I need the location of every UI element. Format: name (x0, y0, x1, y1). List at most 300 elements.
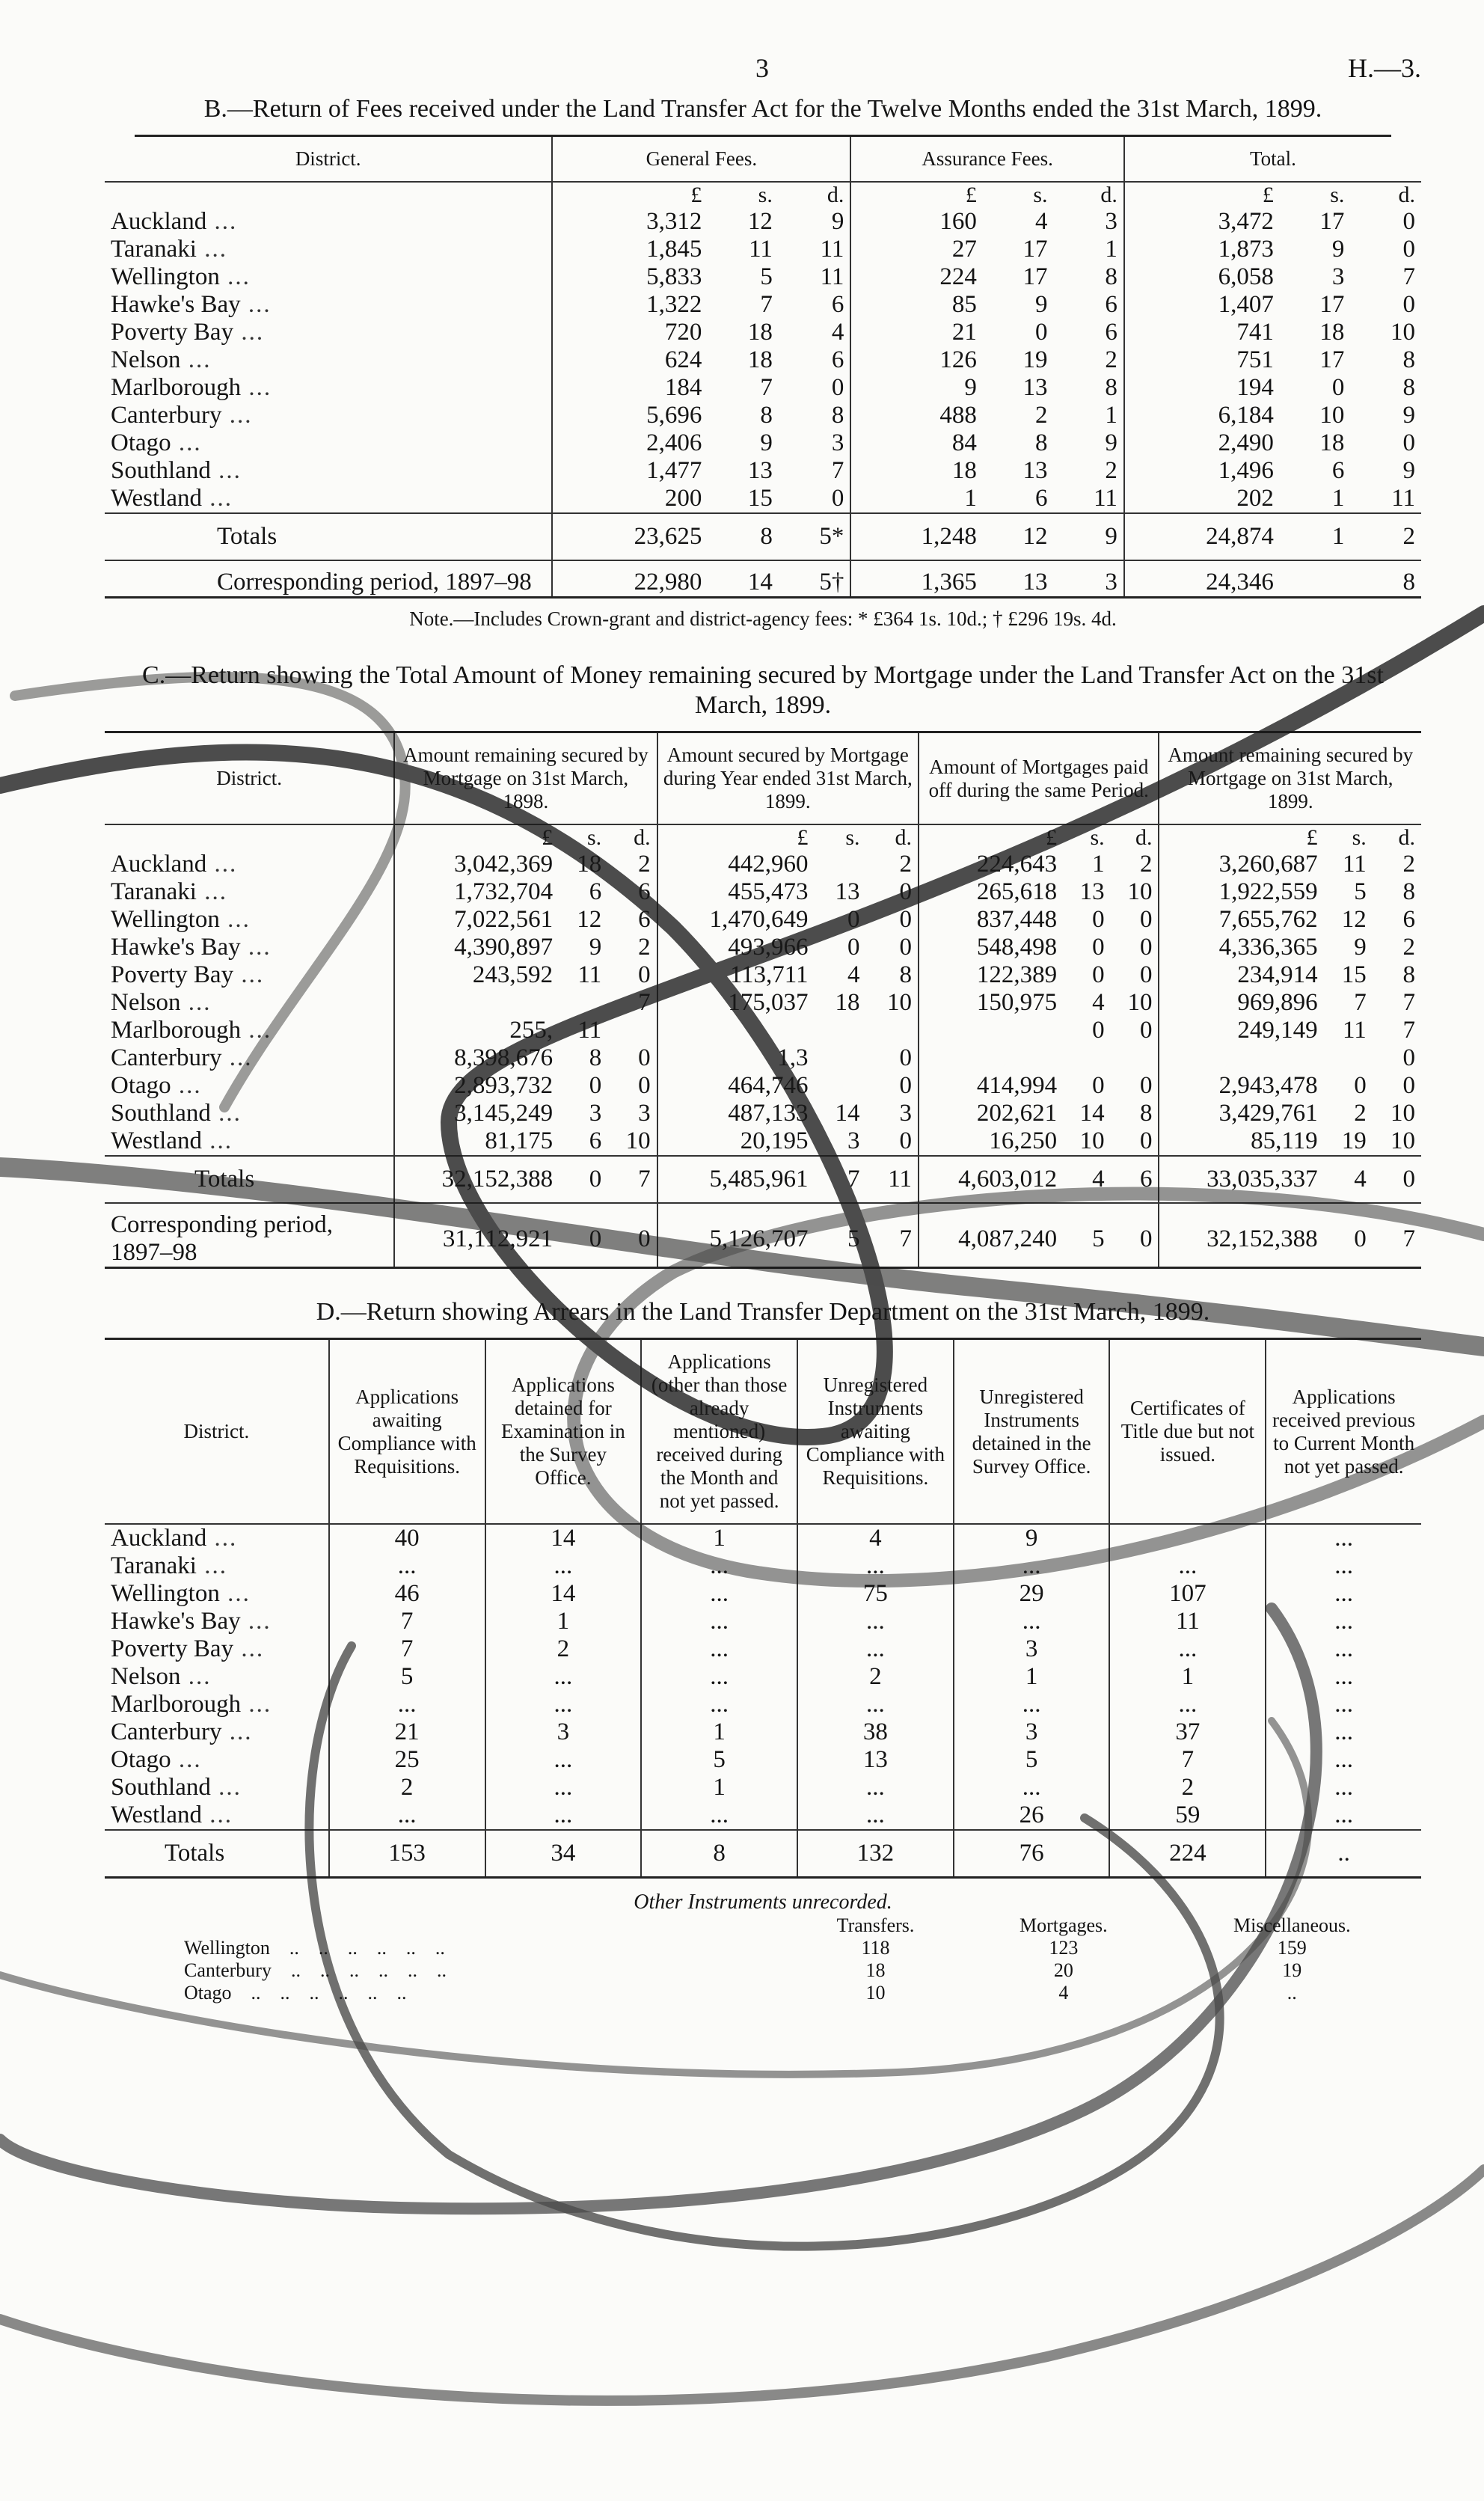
table-cell: 5,485,961 (657, 1156, 815, 1203)
table-cell: 8 (1139, 1100, 1153, 1127)
table-cell: 0 (1035, 319, 1048, 346)
table-cell: 3 (1054, 560, 1124, 598)
table-row (105, 319, 1421, 346)
table-cell: 0 (1139, 934, 1153, 961)
leader-dots: ... (219, 263, 251, 290)
table-cell: 0 (1139, 906, 1153, 933)
table-cell: 4 (1324, 1156, 1373, 1203)
table-cell: 5* (779, 513, 850, 560)
district-name: Hawke's Bay (111, 291, 241, 318)
leader-dots: .. .. .. .. .. .. (271, 1959, 447, 1981)
district-cell (105, 457, 552, 485)
district-cell (105, 1746, 329, 1774)
column-header: Unregistered Instruments awaiting Compliance with Requisitions. (797, 1339, 954, 1525)
table-cell: 1,922,559 (1159, 878, 1323, 906)
table-cell: 107 (1109, 1580, 1266, 1608)
district-cell (105, 1580, 329, 1608)
table-cell: 1,496 (1124, 457, 1280, 485)
table-row (105, 374, 1421, 402)
table-cell: ... (1266, 1635, 1421, 1663)
table-cell: 81,175 (394, 1127, 559, 1156)
district-cell (105, 878, 394, 906)
table-cell: 2 (1354, 1100, 1367, 1127)
table-cell: 6 (638, 906, 651, 933)
table-cell: 17 (1319, 346, 1345, 373)
table-cell: 40 (329, 1524, 485, 1552)
district-name: Auckland (111, 1525, 207, 1552)
unit-label: s. (587, 825, 602, 850)
table-cell: 7 (607, 1156, 657, 1203)
table-cell (607, 1017, 657, 1044)
leader-dots: .. .. .. .. .. .. (231, 1982, 407, 2003)
table-cell: 0 (1354, 1072, 1367, 1099)
table-cell: 8 (831, 402, 844, 429)
table-cell: 7 (831, 457, 844, 484)
unit-label: d. (1100, 183, 1117, 207)
table-cell: 0 (1092, 961, 1105, 988)
table-row (105, 1100, 1421, 1127)
document-reference: H.—3. (1348, 53, 1421, 83)
table-cell: 118 (861, 1937, 890, 1959)
table-cell: 175,037 (657, 989, 815, 1017)
table-cell: 34 (485, 1830, 642, 1878)
table-cell: 153 (329, 1830, 485, 1878)
district-name: Nelson (111, 346, 181, 373)
district-cell (180, 1959, 787, 1982)
table-cell: 13 (1022, 457, 1048, 484)
leader-dots: ... (196, 878, 227, 905)
unit-label: £ (1159, 824, 1323, 851)
table-cell: 8 (1035, 429, 1048, 456)
table-cell: 9 (1331, 236, 1345, 263)
table-cell: 11 (1391, 485, 1415, 512)
leader-dots: ... (241, 374, 272, 401)
table-cell: 0 (1373, 1156, 1421, 1203)
unit-label: £ (394, 824, 559, 851)
table-cell: 4,603,012 (919, 1156, 1063, 1203)
table-cell: 123 (1049, 1937, 1079, 1959)
table-cell: 37 (1109, 1718, 1266, 1746)
table-cell: 224,643 (919, 851, 1063, 878)
table-row (105, 1635, 1421, 1663)
district-cell (105, 291, 552, 319)
table-cell: ... (641, 1580, 797, 1608)
table-row (105, 934, 1421, 961)
unit-label: d. (1398, 183, 1415, 207)
leader-dots: ... (201, 1801, 233, 1828)
table-cell: 9 (850, 374, 982, 402)
table-cell: 2,490 (1124, 429, 1280, 457)
table-cell (866, 1017, 919, 1044)
table-cell: 3 (485, 1718, 642, 1746)
district-cell (105, 402, 552, 429)
district-name: Westland (111, 485, 202, 512)
table-cell: 8 (1402, 346, 1415, 373)
district-name: Wellington (111, 1580, 220, 1607)
unit-label: d. (827, 183, 844, 207)
table-cell: 2,943,478 (1159, 1072, 1323, 1100)
table-cell: 0 (831, 485, 844, 512)
table-cell: 1,470,649 (657, 906, 815, 934)
table-cell: 2 (329, 1774, 485, 1801)
table-cell: 10 (1391, 1100, 1415, 1127)
district-name: Poverty Bay (111, 961, 234, 988)
table-cell: 13 (835, 878, 860, 905)
table-cell: 3 (638, 1100, 651, 1127)
table-row (105, 1746, 1421, 1774)
district-cell (105, 961, 394, 989)
district-cell (105, 1524, 329, 1552)
table-cell: 5 (954, 1746, 1110, 1774)
table-cell: 0 (899, 1044, 912, 1071)
table-cell: 4 (1035, 208, 1048, 235)
column-header: Mortgages. (1019, 1914, 1108, 1936)
district-cell (105, 263, 552, 291)
table-cell: 8 (589, 1044, 602, 1071)
table-cell: 0 (1092, 1017, 1105, 1044)
table-cell: 11 (577, 961, 602, 988)
column-header: Applications received previous to Current Month not yet passed. (1266, 1339, 1421, 1525)
table-cell: 7 (1402, 263, 1415, 290)
table-cell: 2 (1105, 346, 1117, 373)
table-cell: 32,152,388 (394, 1156, 559, 1203)
table-cell: 4 (1092, 989, 1105, 1016)
table-cell: 6 (831, 346, 844, 373)
table-cell: 14 (708, 560, 779, 598)
table-cell: 548,498 (919, 934, 1063, 961)
unit-label: s. (845, 825, 860, 850)
table-cell: 10 (1079, 1127, 1105, 1154)
leader-dots: ... (180, 346, 212, 373)
table-cell: 5† (779, 560, 850, 598)
unit-label: £ (850, 182, 982, 208)
row-label: Corresponding period, 1897–98 (105, 1203, 394, 1268)
table-cell: 5 (1063, 1203, 1111, 1268)
table-row (105, 402, 1421, 429)
district-name: Canterbury (184, 1959, 272, 1981)
district-cell (105, 1100, 394, 1127)
leader-dots: ... (219, 906, 251, 933)
table-cell: ... (1266, 1580, 1421, 1608)
column-header: Assurance Fees. (850, 137, 1124, 182)
table-cell: 751 (1124, 346, 1280, 374)
table-cell: 0 (899, 1072, 912, 1099)
table-row (105, 1774, 1421, 1801)
table-cell: 0 (1331, 374, 1345, 401)
district-cell (105, 1127, 394, 1156)
table-cell: 9 (1354, 934, 1367, 961)
table-cell: 13 (747, 457, 773, 484)
district-name: Marlborough (111, 1691, 242, 1718)
table-cell: 24,874 (1124, 513, 1280, 560)
table-cell: 1 (850, 485, 982, 513)
table-cell: 184 (552, 374, 708, 402)
table-cell: 10 (625, 1127, 651, 1154)
table-cell: 265,618 (919, 878, 1063, 906)
unit-label: s. (1330, 183, 1345, 207)
table-cell: 1,407 (1124, 291, 1280, 319)
table-cell: 75 (797, 1580, 954, 1608)
table-cell: 1,322 (552, 291, 708, 319)
table-cell: 7 (866, 1203, 919, 1268)
table-cell: 1,845 (552, 236, 708, 263)
table-cell: 9 (1035, 291, 1048, 318)
table-row (105, 485, 1421, 513)
table-cell: 0 (1402, 236, 1415, 263)
district-cell (105, 1718, 329, 1746)
table-cell: 6 (1402, 906, 1415, 933)
column-header: Applications awaiting Compliance with Requisitions. (329, 1339, 485, 1525)
table-cell: 0 (847, 934, 860, 961)
table-cell: 4,336,365 (1159, 934, 1323, 961)
row-label: Totals (105, 513, 552, 560)
unit-label: s. (1033, 183, 1048, 207)
column-header: Certificates of Title due but not issued. (1109, 1339, 1266, 1525)
table-cell: 25 (329, 1746, 485, 1774)
table-cell: 0 (607, 1203, 657, 1268)
table-cell: 4 (1063, 1156, 1111, 1203)
district-name: Canterbury (111, 402, 222, 429)
table-b-title: B.—Return of Fees received under the Land Transfer Act for the Twelve Months ended the 31st March, 1899. (203, 95, 1322, 123)
table-cell: ... (797, 1801, 954, 1830)
table-cell: 455,473 (657, 878, 815, 906)
table-cell: ... (1266, 1524, 1421, 1552)
units-row (105, 824, 1421, 851)
leader-dots: ... (221, 1044, 253, 1071)
table-cell: ... (485, 1801, 642, 1830)
table-cell: 113,711 (657, 961, 815, 989)
table-d (105, 1338, 1421, 1879)
leader-dots: ... (201, 1127, 233, 1154)
district-cell (105, 429, 552, 457)
table-cell: 9 (1105, 429, 1117, 456)
table-cell: 17 (1022, 236, 1048, 263)
table-cell: .. (1266, 1830, 1421, 1878)
table-cell: 3 (831, 429, 844, 456)
table-cell: 8 (760, 402, 773, 429)
district-cell (105, 1552, 329, 1580)
table-cell: 3 (954, 1718, 1110, 1746)
table-cell: 84 (850, 429, 982, 457)
table-cell: ... (1109, 1691, 1266, 1718)
leader-dots: ... (241, 1017, 272, 1044)
table-cell: 1 (1331, 485, 1345, 512)
table-cell: 12 (1341, 906, 1367, 933)
unit-label: s. (758, 183, 773, 207)
table-cell: 9 (1402, 402, 1415, 429)
table-cell: ... (1266, 1608, 1421, 1635)
table-cell: ... (485, 1774, 642, 1801)
table-cell: ... (641, 1552, 797, 1580)
unit-label: d. (895, 825, 912, 850)
table-row (105, 1552, 1421, 1580)
table-cell: 4,390,897 (394, 934, 559, 961)
table-cell: 7 (760, 374, 773, 401)
table-row (105, 457, 1421, 485)
table-cell: 0 (559, 1203, 607, 1268)
table-cell: 5,833 (552, 263, 708, 291)
table-row (105, 1691, 1421, 1718)
district-name: Otago (111, 1746, 171, 1773)
table-row (105, 1017, 1421, 1044)
unit-label: £ (919, 824, 1063, 851)
district-cell (105, 319, 552, 346)
table-cell: 6 (589, 878, 602, 905)
table-cell: 2 (1350, 513, 1421, 560)
district-name: Marlborough (111, 1017, 242, 1044)
table-row (105, 291, 1421, 319)
district-name: Westland (111, 1127, 202, 1154)
table-cell: 1 (641, 1718, 797, 1746)
district-name: Taranaki (111, 236, 197, 263)
table-cell: ... (641, 1691, 797, 1718)
table-cell: 13 (797, 1746, 954, 1774)
district-cell (105, 1691, 329, 1718)
district-cell (105, 208, 552, 236)
table-cell: 6 (1105, 291, 1117, 318)
table-cell: 1 (1109, 1663, 1266, 1691)
district-cell (105, 934, 394, 961)
table-cell: 18 (865, 1959, 886, 1981)
leader-dots: ... (240, 1608, 272, 1635)
table-cell: ... (485, 1663, 642, 1691)
table-cell: 0 (638, 961, 651, 988)
column-header: General Fees. (552, 137, 850, 182)
table-cell: 5 (641, 1746, 797, 1774)
leader-dots: ... (219, 1580, 251, 1607)
leader-dots: ... (233, 1635, 265, 1662)
leader-dots: ... (171, 1072, 202, 1099)
table-cell: 11 (820, 263, 844, 290)
table-cell: 8 (1402, 878, 1415, 905)
table-cell: 126 (850, 346, 982, 374)
leader-dots: ... (233, 961, 265, 988)
units-row (105, 182, 1421, 208)
district-name: Wellington (111, 906, 220, 933)
table-cell: 21 (329, 1718, 485, 1746)
table-row (105, 1127, 1421, 1156)
table-cell (815, 1017, 866, 1044)
row-label: Totals (105, 1830, 329, 1878)
table-c (105, 731, 1421, 1269)
table-cell: ... (1266, 1691, 1421, 1718)
table-cell: 0 (1092, 906, 1105, 933)
table-cell: 9 (831, 208, 844, 235)
table-row (105, 346, 1421, 374)
table-cell: 5 (815, 1203, 866, 1268)
table-cell: 17 (1319, 208, 1345, 235)
district-name: Auckland (111, 208, 207, 235)
table-cell: 0 (1139, 1127, 1153, 1154)
table-cell: ... (1266, 1552, 1421, 1580)
table-cell: 76 (954, 1830, 1110, 1878)
table-cell: 3,472 (1124, 208, 1280, 236)
totals-row (105, 1156, 1421, 1203)
table-cell: 224 (1109, 1830, 1266, 1878)
table-row (180, 1982, 1421, 2004)
document-page (105, 45, 1421, 2004)
table-cell: ... (954, 1552, 1110, 1580)
table-b (105, 137, 1421, 599)
totals-row (105, 513, 1421, 560)
table-cell: 11 (866, 1156, 919, 1203)
table-cell: 7 (1402, 989, 1415, 1016)
table-cell: 2 (797, 1663, 954, 1691)
table-cell: .. (1287, 1982, 1297, 2003)
table-cell: 7 (638, 989, 651, 1016)
table-cell: ... (954, 1774, 1110, 1801)
table-cell: 488 (850, 402, 982, 429)
table-cell (559, 989, 607, 1017)
table-cell: 11 (1109, 1608, 1266, 1635)
table-row (105, 208, 1421, 236)
table-cell: 17 (1022, 263, 1048, 290)
table-cell: 132 (797, 1830, 954, 1878)
leader-dots: ... (241, 1691, 272, 1718)
table-cell (1111, 1044, 1159, 1072)
table-cell: ... (797, 1691, 954, 1718)
leader-dots: ... (210, 1100, 242, 1127)
table-cell: 0 (559, 1156, 607, 1203)
table-cell: ... (1266, 1663, 1421, 1691)
table-cell: 16,250 (919, 1127, 1063, 1156)
table-cell: 8 (1402, 374, 1415, 401)
district-cell (105, 1044, 394, 1072)
district-name: Southland (111, 457, 211, 484)
table-row (105, 263, 1421, 291)
table-cell (919, 1044, 1063, 1072)
table-cell: 1 (1092, 851, 1105, 878)
table-cell: 13 (983, 560, 1054, 598)
table-cell: 27 (850, 236, 982, 263)
table-cell (1159, 1044, 1323, 1072)
table-cell: 0 (1139, 1072, 1153, 1099)
table-cell: 442,960 (657, 851, 815, 878)
table-cell: 8 (1350, 560, 1421, 598)
table-cell: 19 (1022, 346, 1048, 373)
leader-dots: .. .. .. .. .. .. (269, 1937, 445, 1959)
district-name: Otago (111, 429, 171, 456)
table-cell: 18 (850, 457, 982, 485)
table-cell: 0 (589, 1072, 602, 1099)
district-cell (105, 485, 552, 513)
table-cell: 2 (1402, 934, 1415, 961)
header-row (180, 1914, 1421, 1937)
leader-dots: ... (196, 236, 227, 263)
column-header: Applications (other than those already mentioned) received during the Month and not yet passed. (641, 1339, 797, 1525)
column-header: District. (105, 137, 552, 182)
table-cell: 487,133 (657, 1100, 815, 1127)
table-cell: 1,873 (1124, 236, 1280, 263)
table-cell: 6 (638, 878, 651, 905)
table-cell: 2 (899, 851, 912, 878)
table-cell (815, 1072, 866, 1100)
table-cell: 8 (708, 513, 779, 560)
district-name: Poverty Bay (111, 319, 234, 346)
district-name: Canterbury (111, 1718, 222, 1745)
table-cell: 26 (954, 1801, 1110, 1830)
table-cell: 1 (1105, 236, 1117, 263)
table-cell: 7 (1373, 1203, 1421, 1268)
table-cell: 14 (485, 1524, 642, 1552)
column-header: Transfers. (836, 1914, 915, 1936)
table-cell: 1 (954, 1663, 1110, 1691)
table-cell (1280, 560, 1351, 598)
table-cell: 7 (1402, 1017, 1415, 1044)
corresponding-row (105, 560, 1421, 598)
district-cell (105, 236, 552, 263)
table-cell: 1,732,704 (394, 878, 559, 906)
